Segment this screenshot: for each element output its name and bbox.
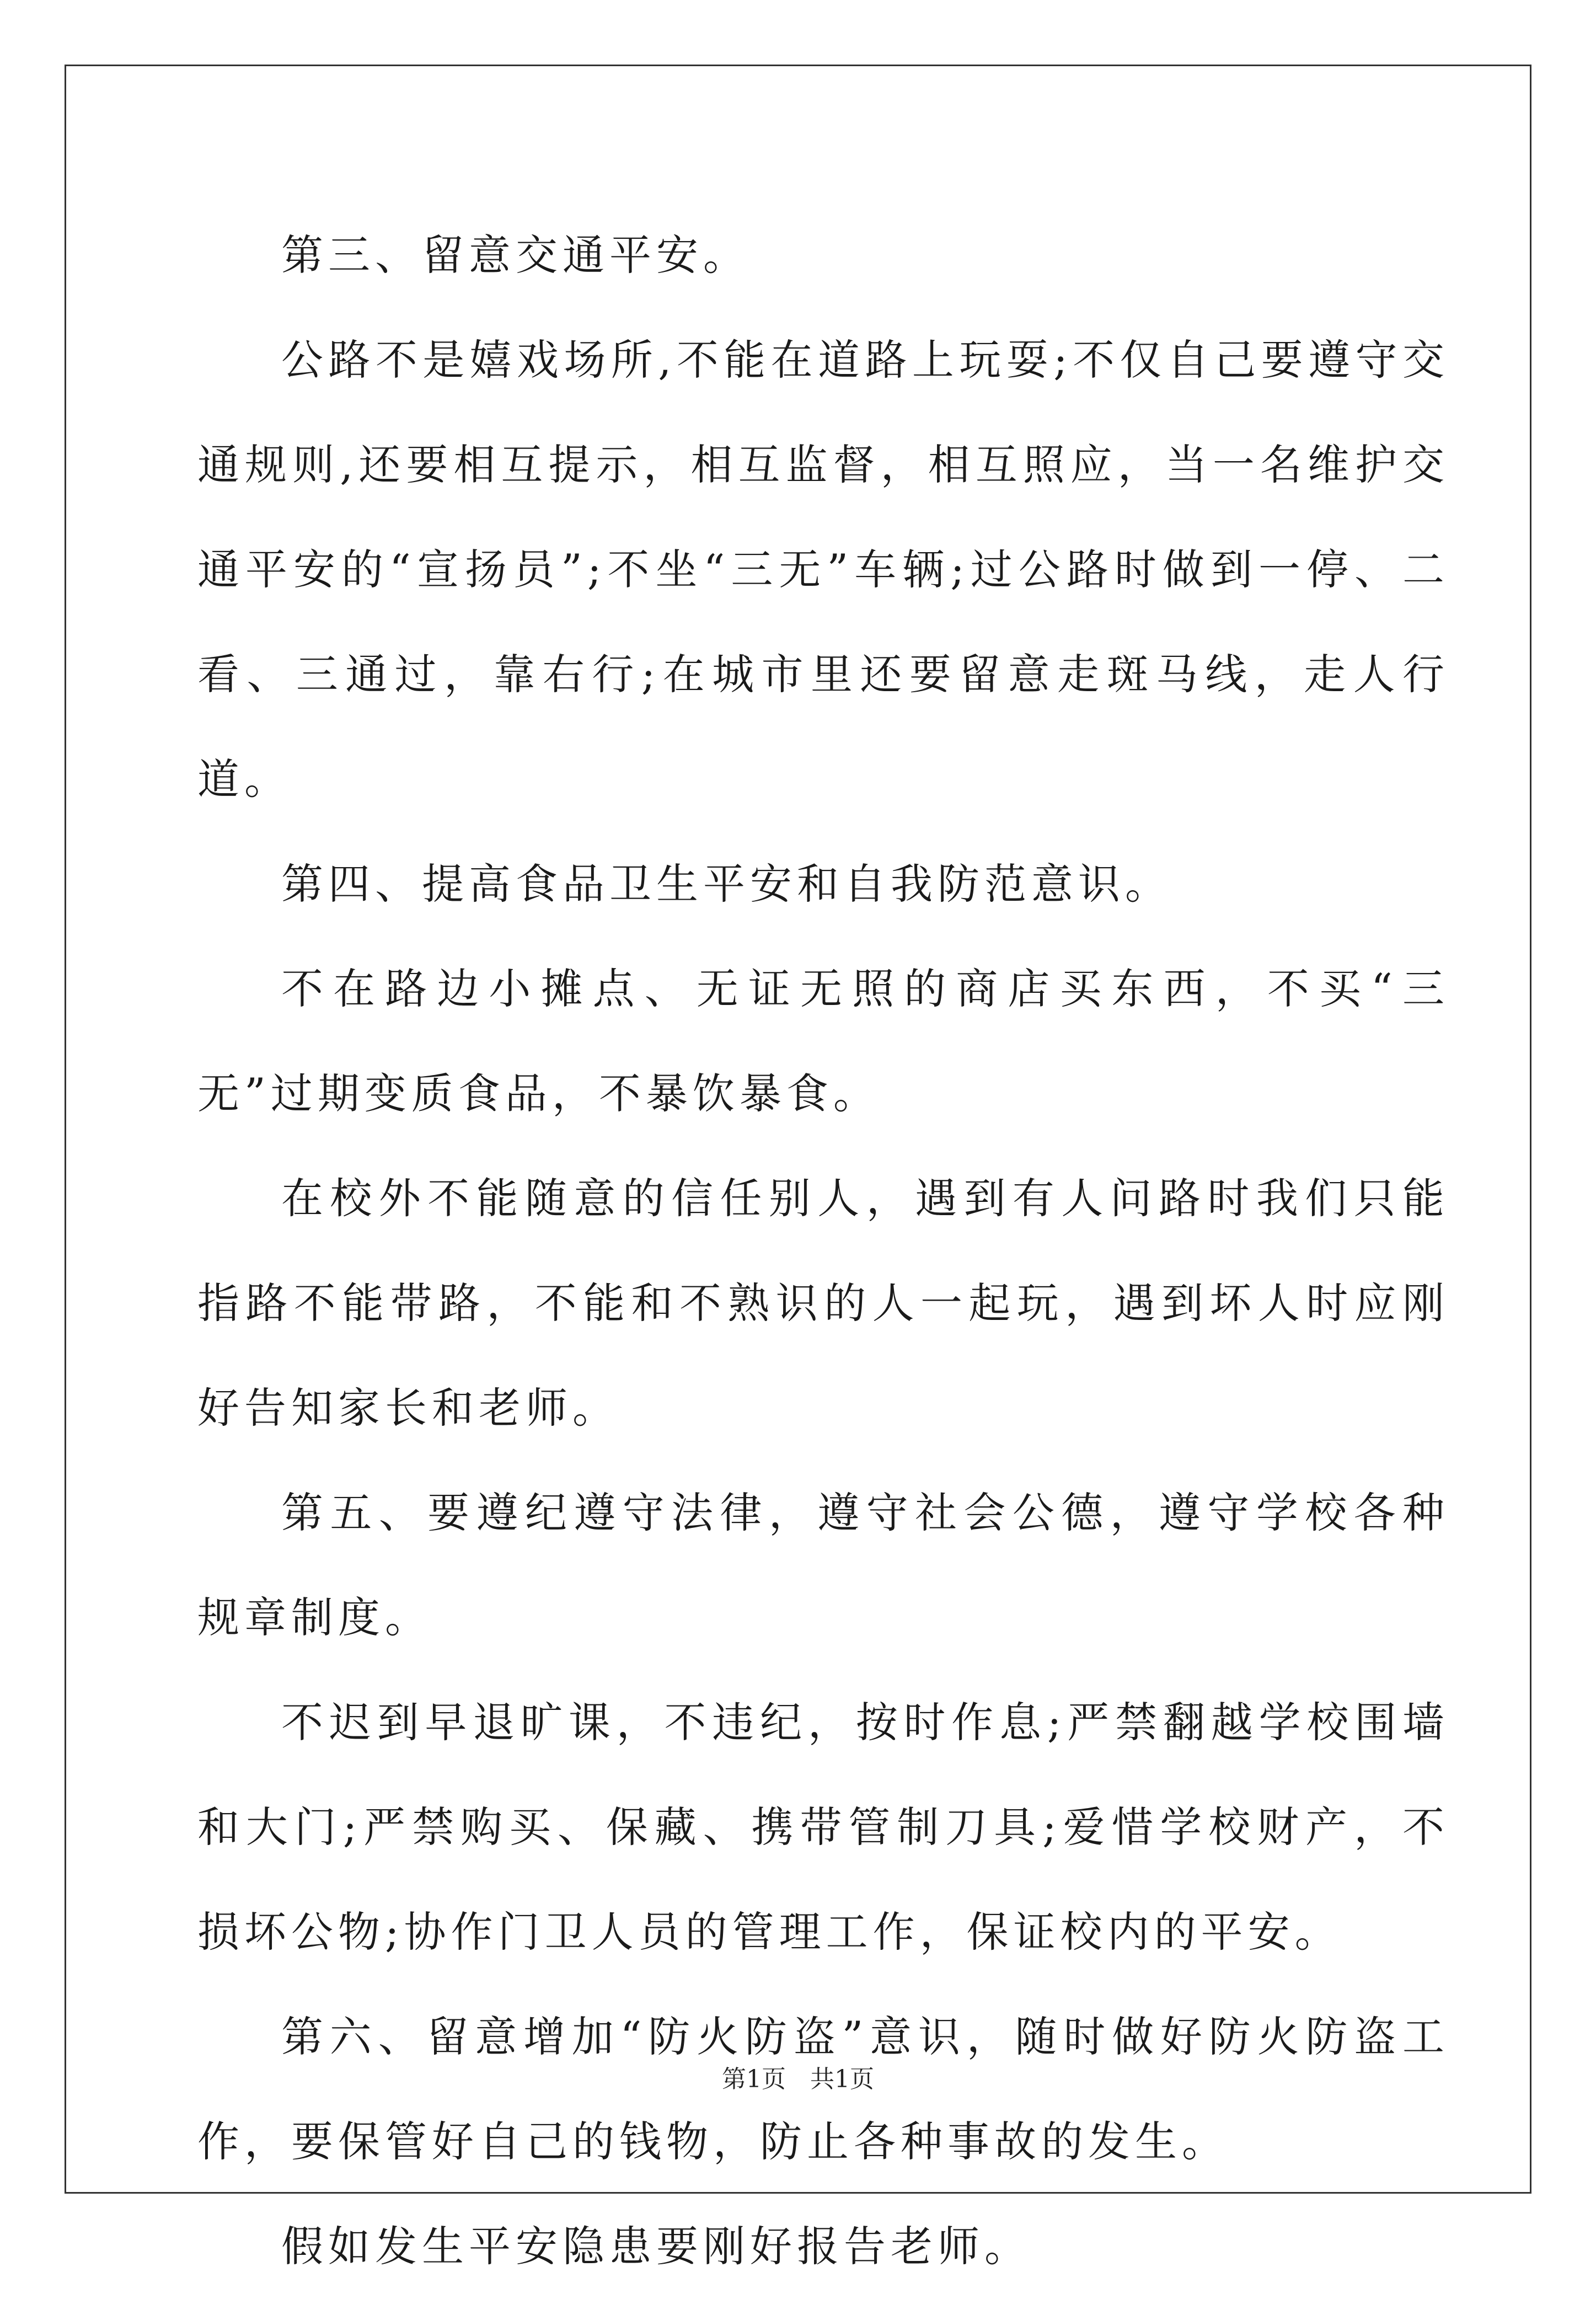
paragraph-discipline-heading: 第五、要遵纪遵守法律，遵守社会公德，遵守学校各种规章制度。 bbox=[197, 1488, 1449, 1642]
document-body bbox=[197, 203, 1449, 2299]
paragraph-report-hazard: 假如发生平安隐患要刚好报告老师。 bbox=[281, 2222, 1031, 2271]
paragraph-stranger-rules: 在校外不能随意的信任别人，遇到有人问路时我们只能指路不能带路，不能和不熟识的人一起玩，遇到坏人时应刚好告知家长和老师。 bbox=[197, 1174, 1449, 1432]
page-number-footer: 第1页 共1页 bbox=[722, 2065, 874, 2093]
paragraph-traffic-heading: 第三、留意交通平安。 bbox=[281, 231, 750, 280]
paragraph-traffic-rules: 公路不是嬉戏场所,不能在道路上玩耍;不仅自己要遵守交通规则,还要相互提示，相互监督，相互照应，当一名维护交通平安的“宣扬员”;不坐“三无”车辆;过公路时做到一停、二看、三通过，靠右行;在城市里还要留意走斑马线，走人行道。 bbox=[197, 335, 1449, 804]
paragraph-discipline-rules: 不迟到早退旷课，不违纪，按时作息;严禁翻越学校围墙和大门;严禁购买、保藏、携带管制刀具;爱惜学校财产，不损坏公物;协作门卫人员的管理工作，保证校内的平安。 bbox=[197, 1698, 1449, 1956]
paragraph-fire-theft: 第六、留意增加“防火防盗”意识，随时做好防火防盗工作，要保管好自己的钱物，防止各种事故的发生。 bbox=[197, 2012, 1449, 2166]
paragraph-food-heading: 第四、提高食品卫生平安和自我防范意识。 bbox=[281, 859, 1172, 908]
paragraph-food-rules: 不在路边小摊点、无证无照的商店买东西，不买“三无”过期变质食品，不暴饮暴食。 bbox=[197, 964, 1449, 1118]
